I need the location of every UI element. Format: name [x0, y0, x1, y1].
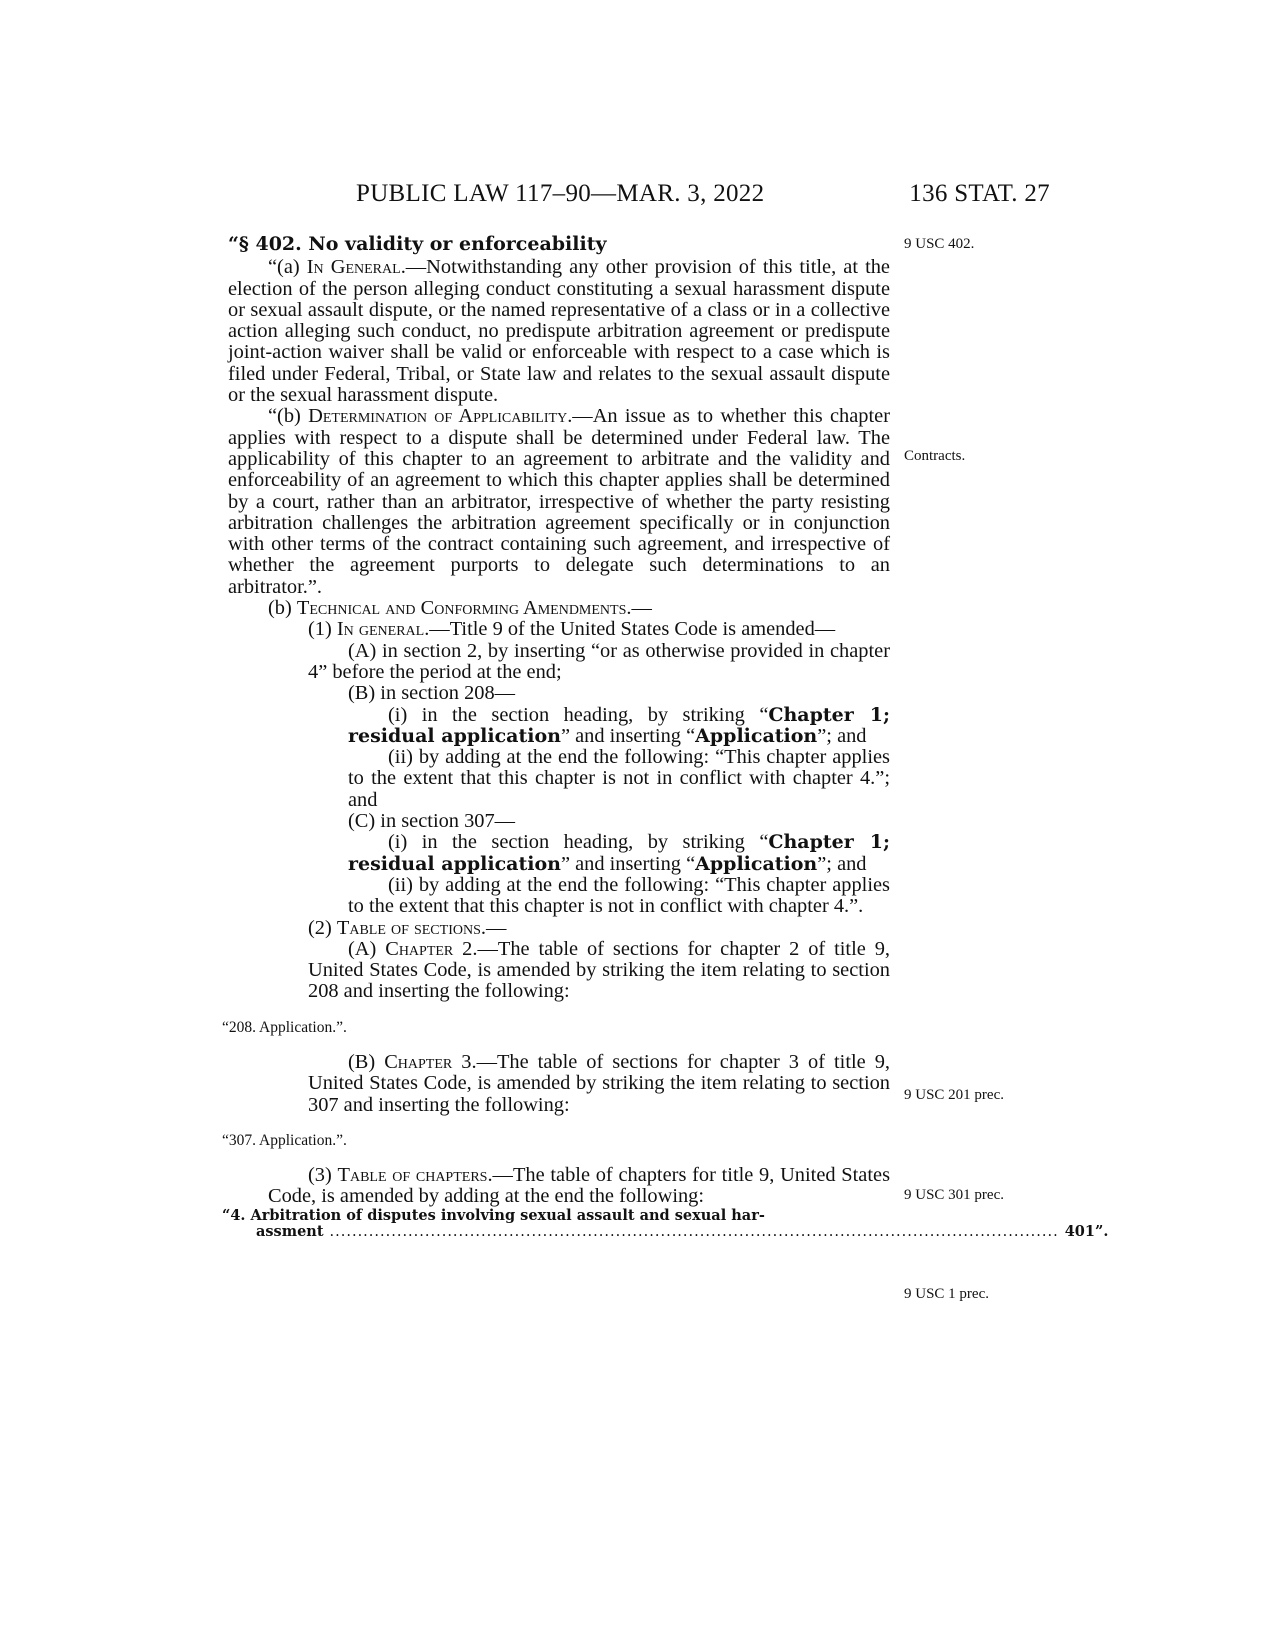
toc-chapter-4: [222, 1206, 1109, 1240]
margin-note-contracts: Contracts.: [904, 448, 966, 464]
header-title: PUBLIC LAW 117–90—MAR. 3, 2022: [356, 180, 765, 207]
section-heading: “§ 402. No validity or enforceability: [228, 233, 607, 255]
amendments-heading: (b) Technical and Conforming Amendments.—: [268, 597, 652, 620]
margin-note-usc201: 9 USC 201 prec.: [904, 1087, 1004, 1103]
page-header: [228, 180, 1050, 220]
clause-B-ii: (ii) by adding at the end the following: “This chapter applies to the extent that this chapter is not in conflict with chapter 4.”; and: [348, 746, 890, 811]
clause-C-i: (i) in the section heading, by striking “Chapter 1; residual application” and inserting “Application”; and: [348, 831, 890, 875]
margin-note-usc1: 9 USC 1 prec.: [904, 1286, 989, 1302]
subparagraph-B: (B) in section 208—: [348, 682, 516, 705]
toc-chapter-4-line1: “4. Arbitration of disputes involving sexual assault and sexual har-: [222, 1206, 765, 1224]
toc-item-307: “307. Application.”.: [222, 1131, 347, 1149]
paragraph-2: (2) Table of sections.—: [308, 916, 507, 939]
subparagraph-2A: (A) Chapter 2.—The table of sections for chapter 2 of title 9, United States Code, is amended by striking the item relating to section 208 and inserting the following:: [308, 937, 890, 1003]
toc-item-208: “208. Application.”.: [222, 1018, 347, 1036]
paragraph-3: (3) Table of chapters.—The table of chapters for title 9, United States Code, is amended by adding at the end the following:: [268, 1164, 891, 1208]
margin-note-usc301: 9 USC 301 prec.: [904, 1187, 1004, 1203]
subparagraph-2B: (B) Chapter 3.—The table of sections for chapter 3 of title 9, United States Code, is amended by striking the item relating to section 307 and inserting the following:: [308, 1050, 891, 1116]
margin-note-usc402: 9 USC 402.: [904, 236, 975, 252]
subparagraph-C: (C) in section 307—: [348, 810, 516, 833]
paragraph-1: (1) In general.—Title 9 of the United States Code is amended—: [308, 618, 836, 641]
header-stat: 136 STAT. 27: [909, 180, 1050, 207]
toc-chapter-4-page: 401”.: [1064, 1222, 1109, 1240]
subsection-b: “(b) Determination of Applicability.—An issue as to whether this chapter applies with respect to a dispute shall be determined under Federal law. The applicability of this chapter to an agreement to arbitrate and the validity and enforceability of an agreement to which this chapter applies shall be determined by a court, rather than an arbitrator, irrespective of whether the party resisting arbitration challenges the arbitration agreement specifically or in conjunction with other terms of the contract containing such agreement, and irrespective of whether the agreement purports to delegate such determinations to an arbitrator.”.: [228, 405, 890, 598]
subsection-a: “(a) In General.—Notwithstanding any other provision of this title, at the election of the person alleging conduct constituting a sexual harassment dispute or sexual assault dispute, or the named representative of a class or in a collective action alleging such conduct, no predispute arbitration agreement or predispute joint-action waiver shall be valid or enforceable with respect to a case which is filed under Federal, Tribal, or State law and relates to the sexual assault dispute or the sexual harassment dispute.: [228, 256, 890, 407]
clause-C-ii: (ii) by adding at the end the following: “This chapter applies to the extent that this chapter is not in conflict with chapter 4.”.: [348, 873, 890, 918]
subparagraph-A: (A) in section 2, by inserting “or as otherwise provided in chapter 4” before the period at the end;: [308, 639, 890, 683]
toc-leader-dots: ..................................................................................................................................: [329, 1223, 1059, 1240]
toc-chapter-4-line2: assment: [256, 1222, 324, 1240]
clause-B-i: (i) in the section heading, by striking “Chapter 1; residual application” and inserting “Application”; and: [348, 703, 890, 747]
